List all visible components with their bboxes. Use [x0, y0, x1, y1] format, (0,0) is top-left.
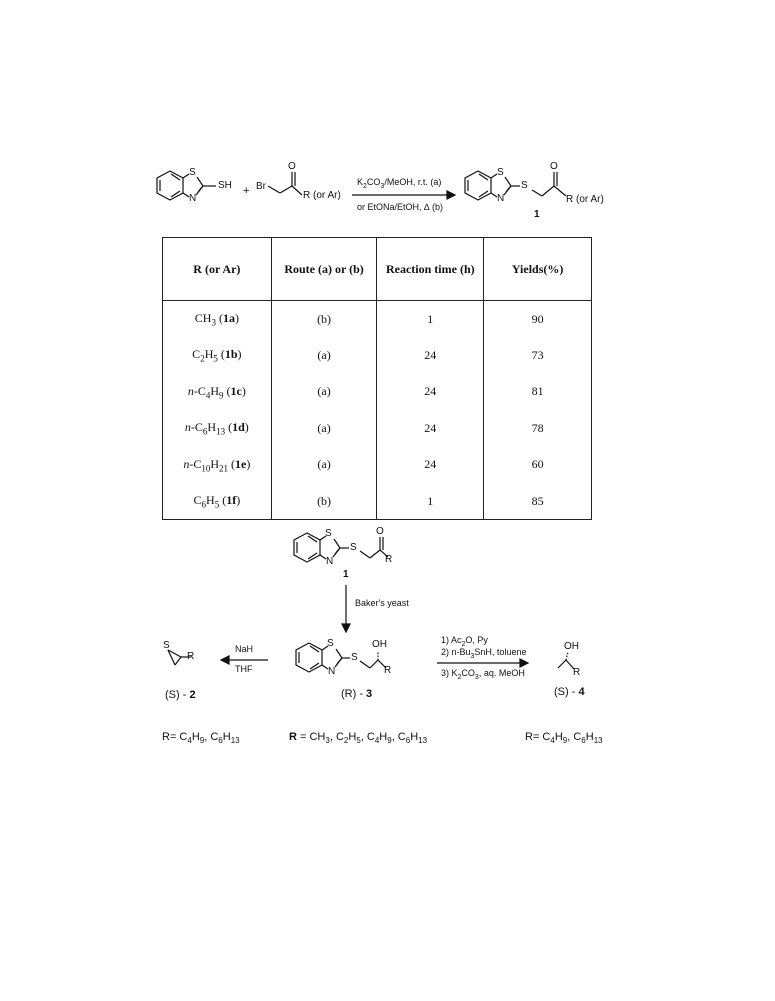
cell-r-group: $n-C_{10}H_{21}$ (1e) [163, 447, 272, 484]
benzene-ring-reagent [157, 171, 183, 200]
thiirane-sulfur-label: S [163, 640, 170, 651]
table-row [163, 337, 592, 374]
cell-r-group: $CH_3$ (1a) [163, 301, 272, 338]
thiol-label: SH [218, 180, 232, 191]
cell-time: 24 [377, 374, 484, 411]
s2-top-number: 1 [343, 569, 349, 580]
cell-yield: 78 [484, 410, 592, 447]
product-thioether-label: S [521, 180, 528, 191]
product-r-label: R (or Ar) [566, 194, 604, 205]
s2-top-sulfur-label: S [325, 528, 332, 539]
oxygen-label: O [288, 161, 296, 172]
cell-yield: 90 [484, 301, 592, 338]
col-header-route: Route (a) or (b) [271, 238, 377, 301]
table-row [163, 483, 592, 520]
thf-label: THF [235, 664, 253, 674]
table-body [163, 301, 592, 520]
cell-yield: 60 [484, 447, 592, 484]
r3-nitrogen-label: N [328, 666, 336, 677]
nah-label: NaH [235, 644, 254, 654]
cell-yield: 81 [484, 374, 592, 411]
bakers-yeast-label: Baker's yeast [355, 598, 409, 608]
s4-r-label: R [573, 667, 581, 678]
compound-2-label: (S) - 2 [165, 689, 196, 701]
col-header-r: R (or Ar) [163, 238, 272, 301]
cell-route: (a) [271, 374, 377, 411]
cell-yield: 85 [484, 483, 592, 520]
footnote-right: $R= C_4H_9$, $C_6H_{13}$ [525, 731, 603, 746]
r3-hydroxyl-label: OH [372, 639, 387, 650]
nitrogen-label: N [189, 193, 197, 204]
r3-r-label: R [384, 665, 392, 676]
sulfur-label: S [189, 167, 196, 178]
s4-hydroxyl-label: OH [564, 641, 579, 652]
cell-route: (b) [271, 301, 377, 338]
cell-route: (a) [271, 447, 377, 484]
cell-time: 1 [377, 301, 484, 338]
condition-bottom: or EtONa/EtOH, ∆ (b) [357, 202, 444, 212]
s2-top-thioether-label: S [350, 542, 357, 553]
thiirane-r-label: R [187, 651, 195, 662]
product-nitrogen-label: N [497, 193, 505, 204]
results-table [162, 237, 592, 520]
col-header-yield: Yields(%) [484, 238, 592, 301]
cell-route: (a) [271, 337, 377, 374]
product-oxygen-label: O [550, 161, 558, 172]
table-row [163, 374, 592, 411]
cell-route: (b) [271, 483, 377, 520]
condition-top: $K_2CO_3$/MeOH, r.t. (a) [357, 177, 442, 190]
bromine-label: Br [256, 181, 266, 192]
r3-sulfur-label: S [327, 638, 334, 649]
s2-top-r-label: R [385, 554, 393, 565]
cell-time: 24 [377, 337, 484, 374]
table-row [163, 447, 592, 484]
cell-time: 1 [377, 483, 484, 520]
plus-sign: + [243, 185, 250, 197]
footnote-left: $R= C_4H_9$, $C_6H_{13}$ [162, 731, 240, 746]
product-number: 1 [534, 209, 540, 220]
cell-r-group: $n-C_6H_{13}$ (1d) [163, 410, 272, 447]
scheme1-structures [0, 0, 775, 235]
s2-top-nitrogen-label: N [326, 556, 334, 567]
table-row [163, 410, 592, 447]
scheme2-structures [0, 520, 775, 740]
product-sulfur-label: S [497, 167, 504, 178]
r3-thioether-label: S [351, 652, 358, 663]
table-header-row [163, 238, 592, 301]
cell-time: 24 [377, 410, 484, 447]
table-row [163, 301, 592, 338]
compound-4-label: (S) - 4 [554, 686, 585, 698]
cell-time: 24 [377, 447, 484, 484]
cell-yield: 73 [484, 337, 592, 374]
reagent-r-label: R (or Ar) [303, 190, 341, 201]
step3-label: 3) $K_2CO_3$, aq. MeOH [441, 668, 525, 681]
cell-r-group: $C_6H_5$ (1f) [163, 483, 272, 520]
cell-route: (a) [271, 410, 377, 447]
step1-label: 1) $Ac_2O$, Py [441, 635, 488, 648]
col-header-time: Reaction time (h) [377, 238, 484, 301]
step2-label: 2) $n-Bu_3SnH$, toluene [441, 647, 527, 660]
footnote-middle: $R = CH_3$, $C_2H_5$, $C_4H_9$, $C_6H_{13}$ [289, 731, 428, 746]
cell-r-group: $C_2H_5$ (1b) [163, 337, 272, 374]
compound-3-label: (R) - 3 [341, 688, 373, 700]
cell-r-group: $n-C_4H_9$ (1c) [163, 374, 272, 411]
s2-top-oxygen-label: O [376, 526, 384, 537]
